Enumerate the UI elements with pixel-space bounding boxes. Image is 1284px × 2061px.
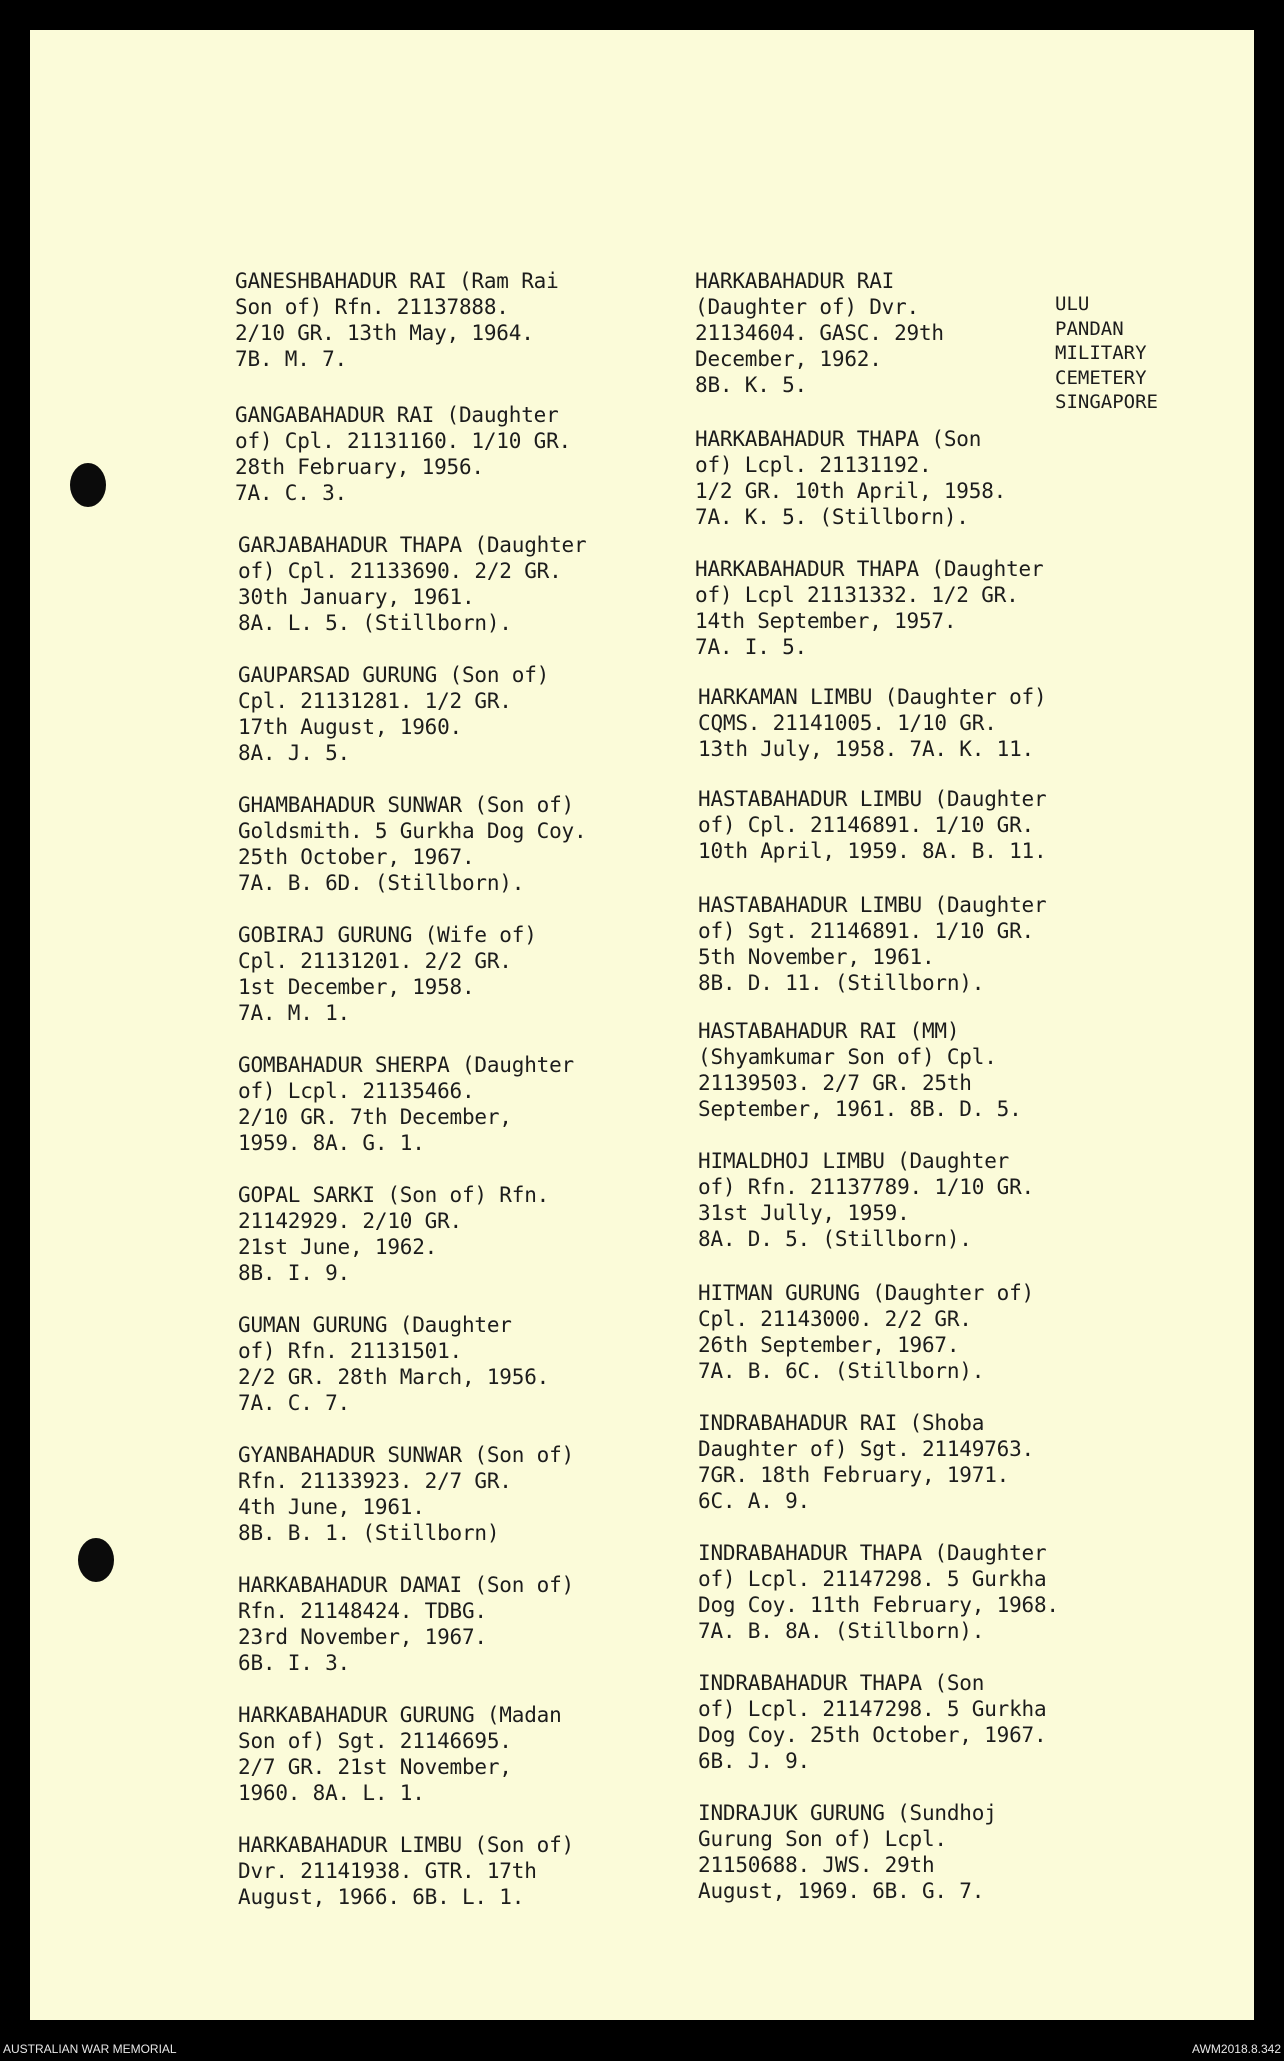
burial-entry-line: of) Cpl. 21133690. 2/2 GR. — [238, 559, 562, 583]
burial-entry-line: 1/2 GR. 10th April, 1958. — [695, 479, 1007, 503]
burial-entry-line: 23rd November, 1967. — [238, 1625, 487, 1649]
burial-entry-line: HIMALDHOJ LIMBU (Daughter — [698, 1149, 1010, 1173]
burial-entry-line: 8B. K. 5. — [695, 373, 807, 397]
burial-entry-line: Dog Coy. 25th October, 1967. — [698, 1723, 1047, 1747]
burial-entry-line: 7A. C. 3. — [235, 481, 347, 505]
burial-entry — [698, 786, 1168, 864]
burial-entry-line: INDRABAHADUR THAPA (Son — [698, 1671, 985, 1695]
burial-entry-line: HARKABAHADUR THAPA (Daughter — [695, 557, 1044, 581]
burial-entry-line: 21139503. 2/7 GR. 25th — [698, 1071, 972, 1095]
document-page — [30, 30, 1254, 2020]
burial-entry-line: 8A. D. 5. (Stillborn). — [698, 1227, 972, 1251]
burial-entry — [235, 268, 705, 372]
burial-entry — [238, 1312, 708, 1416]
cemetery-heading-line: MILITARY — [1055, 342, 1147, 364]
burial-entry-line: 10th April, 1959. 8A. B. 11. — [698, 839, 1047, 863]
burial-entry-line: 30th January, 1961. — [238, 585, 475, 609]
burial-entry-line: December, 1962. — [695, 347, 882, 371]
burial-entry-line: HARKAMAN LIMBU (Daughter of) — [698, 685, 1047, 709]
burial-entry-line: 26th September, 1967. — [698, 1333, 960, 1357]
burial-entry — [698, 892, 1168, 996]
burial-entry-line: 17th August, 1960. — [238, 715, 462, 739]
burial-entry-line: of) Cpl. 21131160. 1/10 GR. — [235, 429, 571, 453]
burial-entry-line: HARKABAHADUR LIMBU (Son of) — [238, 1833, 574, 1857]
burial-entry-line: GOBIRAJ GURUNG (Wife of) — [238, 923, 537, 947]
burial-entry — [698, 1800, 1168, 1904]
burial-entry-line: 7B. M. 7. — [235, 347, 347, 371]
burial-entry-line: 7GR. 18th February, 1971. — [698, 1463, 1010, 1487]
burial-entry-line: HASTABAHADUR LIMBU (Daughter — [698, 787, 1047, 811]
burial-entry-line: Cpl. 21131201. 2/2 GR. — [238, 949, 512, 973]
burial-entry — [695, 556, 1165, 660]
burial-entry-line: 25th October, 1967. — [238, 845, 475, 869]
burial-entry-line: HARKABAHADUR THAPA (Son — [695, 427, 982, 451]
burial-entry-line: 4th June, 1961. — [238, 1495, 425, 1519]
burial-entry-line: HASTABAHADUR LIMBU (Daughter — [698, 893, 1047, 917]
burial-entry — [238, 532, 708, 636]
burial-entry-line: HASTABAHADUR RAI (MM) — [698, 1019, 960, 1043]
burial-entry-line: of) Lcpl. 21135466. — [238, 1079, 475, 1103]
burial-entry-line: of) Rfn. 21137789. 1/10 GR. — [698, 1175, 1034, 1199]
burial-entry-line: Gurung Son of) Lcpl. — [698, 1827, 947, 1851]
burial-entry-line: 8A. L. 5. (Stillborn). — [238, 611, 512, 635]
burial-entry-line: Dvr. 21141938. GTR. 17th — [238, 1859, 537, 1883]
burial-entry-line: INDRABAHADUR THAPA (Daughter — [698, 1541, 1047, 1565]
burial-entry-line: 2/10 GR. 7th December, — [238, 1105, 512, 1129]
burial-entry — [698, 1540, 1168, 1644]
burial-entry-line: HARKABAHADUR RAI — [695, 269, 895, 293]
burial-entry-line: 21150688. JWS. 29th — [698, 1853, 935, 1877]
burial-entry-line: Rfn. 21148424. TDBG. — [238, 1599, 487, 1623]
burial-entry-line: Daughter of) Sgt. 21149763. — [698, 1437, 1034, 1461]
burial-entry-line: Dog Coy. 11th February, 1968. — [698, 1593, 1059, 1617]
burial-entry-line: 2/2 GR. 28th March, 1956. — [238, 1365, 550, 1389]
burial-entry-line: GUMAN GURUNG (Daughter — [238, 1313, 512, 1337]
burial-entry — [238, 922, 708, 1026]
burial-entry-line: 5th November, 1961. — [698, 945, 935, 969]
burial-entry-line: 7A. B. 6D. (Stillborn). — [238, 871, 525, 895]
burial-entry-line: 7A. C. 7. — [238, 1391, 350, 1415]
burial-entry-line: 7A. K. 5. (Stillborn). — [695, 505, 969, 529]
burial-entry-line: 1st December, 1958. — [238, 975, 475, 999]
burial-entry — [698, 1148, 1168, 1252]
burial-entry-line: 8B. I. 9. — [238, 1261, 350, 1285]
footer-right-label: AWM2018.8.342 — [1192, 2042, 1281, 2056]
burial-entry-line: GAUPARSAD GURUNG (Son of) — [238, 663, 550, 687]
burial-entry-line: GYANBAHADUR SUNWAR (Son of) — [238, 1443, 574, 1467]
burial-entry — [695, 426, 1165, 530]
burial-entry — [238, 1052, 708, 1156]
burial-entry-line: GANESHBAHADUR RAI (Ram Rai — [235, 269, 559, 293]
burial-entry-line: 21142929. 2/10 GR. — [238, 1209, 462, 1233]
burial-entry-line: (Shyamkumar Son of) Cpl. — [698, 1045, 997, 1069]
burial-entry-line: 6B. I. 3. — [238, 1651, 350, 1675]
burial-entry-line: August, 1966. 6B. L. 1. — [238, 1885, 525, 1909]
burial-entry-line: of) Lcpl 21131332. 1/2 GR. — [695, 583, 1019, 607]
burial-entry-line: HARKABAHADUR GURUNG (Madan — [238, 1703, 562, 1727]
cemetery-heading-line: PANDAN — [1055, 317, 1124, 340]
burial-entry-line: GANGABAHADUR RAI (Daughter — [235, 403, 559, 427]
burial-entry-line: 7A. B. 8A. (Stillborn). — [698, 1619, 985, 1643]
burial-entry-line: 8B. D. 11. (Stillborn). — [698, 971, 985, 995]
burial-entry-line: GHAMBAHADUR SUNWAR (Son of) — [238, 793, 574, 817]
burial-entry-line: Goldsmith. 5 Gurkha Dog Coy. — [238, 819, 587, 843]
burial-entry-line: Son of) Sgt. 21146695. — [238, 1729, 512, 1753]
burial-entry — [698, 1670, 1168, 1774]
burial-entry-line: Rfn. 21133923. 2/7 GR. — [238, 1469, 512, 1493]
burial-entry-line: 14th September, 1957. — [695, 609, 957, 633]
burial-entry-line: GOMBAHADUR SHERPA (Daughter — [238, 1053, 574, 1077]
burial-entry-line: (Daughter of) Dvr. — [695, 295, 919, 319]
burial-entry-line: 21134604. GASC. 29th — [695, 321, 944, 345]
punch-hole-top — [70, 463, 106, 507]
burial-entry-line: September, 1961. 8B. D. 5. — [698, 1097, 1022, 1121]
burial-entry-line: HARKABAHADUR DAMAI (Son of) — [238, 1573, 574, 1597]
burial-entry-line: 7A. M. 1. — [238, 1001, 350, 1025]
burial-entry-line: Son of) Rfn. 21137888. — [235, 295, 509, 319]
burial-entry-line: CQMS. 21141005. 1/10 GR. — [698, 711, 997, 735]
burial-entry — [238, 792, 708, 896]
burial-entry — [238, 1572, 708, 1676]
burial-entry-line: of) Sgt. 21146891. 1/10 GR. — [698, 919, 1034, 943]
cemetery-heading-line: CEMETERY — [1055, 366, 1147, 389]
punch-hole-bottom — [78, 1538, 114, 1582]
burial-entry-line: of) Lcpl. 21147298. 5 Gurkha — [698, 1567, 1047, 1591]
burial-entry-line: 7A. I. 5. — [695, 635, 807, 659]
burial-entry-line: INDRABAHADUR RAI (Shoba — [698, 1411, 985, 1435]
burial-entry-line: August, 1969. 6B. G. 7. — [698, 1879, 985, 1903]
burial-entry-line: 7A. B. 6C. (Stillborn). — [698, 1359, 985, 1383]
burial-entry-line: HITMAN GURUNG (Daughter of) — [698, 1281, 1034, 1305]
burial-entry-line: of) Lcpl. 21131192. — [695, 453, 932, 477]
burial-entry-line: 31st Jully, 1959. — [698, 1201, 910, 1225]
burial-entry-line: 6C. A. 9. — [698, 1489, 810, 1513]
cemetery-heading-line: SINGAPORE — [1055, 391, 1158, 413]
burial-entry-line: 8A. J. 5. — [238, 741, 350, 765]
burial-entry-line: of) Lcpl. 21147298. 5 Gurkha — [698, 1697, 1047, 1721]
burial-entry — [238, 1182, 708, 1286]
burial-entry-line: of) Cpl. 21146891. 1/10 GR. — [698, 813, 1034, 837]
burial-entry — [698, 1280, 1168, 1384]
burial-entry-line: 1959. 8A. G. 1. — [238, 1131, 425, 1155]
burial-entry — [238, 1832, 708, 1910]
burial-entry-line: GARJABAHADUR THAPA (Daughter — [238, 533, 587, 557]
burial-entry — [238, 1442, 708, 1546]
footer-left-label: AUSTRALIAN WAR MEMORIAL — [3, 2042, 177, 2056]
burial-entry-line: INDRAJUK GURUNG (Sundhoj — [698, 1801, 997, 1825]
burial-entry-line: 21st June, 1962. — [238, 1235, 438, 1259]
burial-entry — [238, 1702, 708, 1806]
burial-entry — [698, 1018, 1168, 1122]
burial-entry-line: 28th February, 1956. — [235, 455, 484, 479]
burial-entry-line: 6B. J. 9. — [698, 1749, 810, 1773]
burial-entry-line: 2/10 GR. 13th May, 1964. — [235, 321, 534, 345]
burial-entry-line: 8B. B. 1. (Stillborn) — [238, 1521, 500, 1545]
burial-entry — [698, 684, 1168, 762]
burial-entry-line: GOPAL SARKI (Son of) Rfn. — [238, 1183, 550, 1207]
burial-entry-line: 2/7 GR. 21st November, — [238, 1755, 512, 1779]
burial-entry — [698, 1410, 1168, 1514]
burial-entry-line: Cpl. 21143000. 2/2 GR. — [698, 1307, 972, 1331]
cemetery-heading-line: ULU — [1055, 293, 1090, 315]
burial-entry-line: 13th July, 1958. 7A. K. 11. — [698, 737, 1034, 761]
burial-entry — [695, 268, 1165, 398]
burial-entry — [235, 402, 705, 506]
burial-entry — [238, 662, 708, 766]
burial-entry-line: 1960. 8A. L. 1. — [238, 1781, 425, 1805]
burial-entry-line: Cpl. 21131281. 1/2 GR. — [238, 689, 512, 713]
burial-entry-line: of) Rfn. 21131501. — [238, 1339, 462, 1363]
